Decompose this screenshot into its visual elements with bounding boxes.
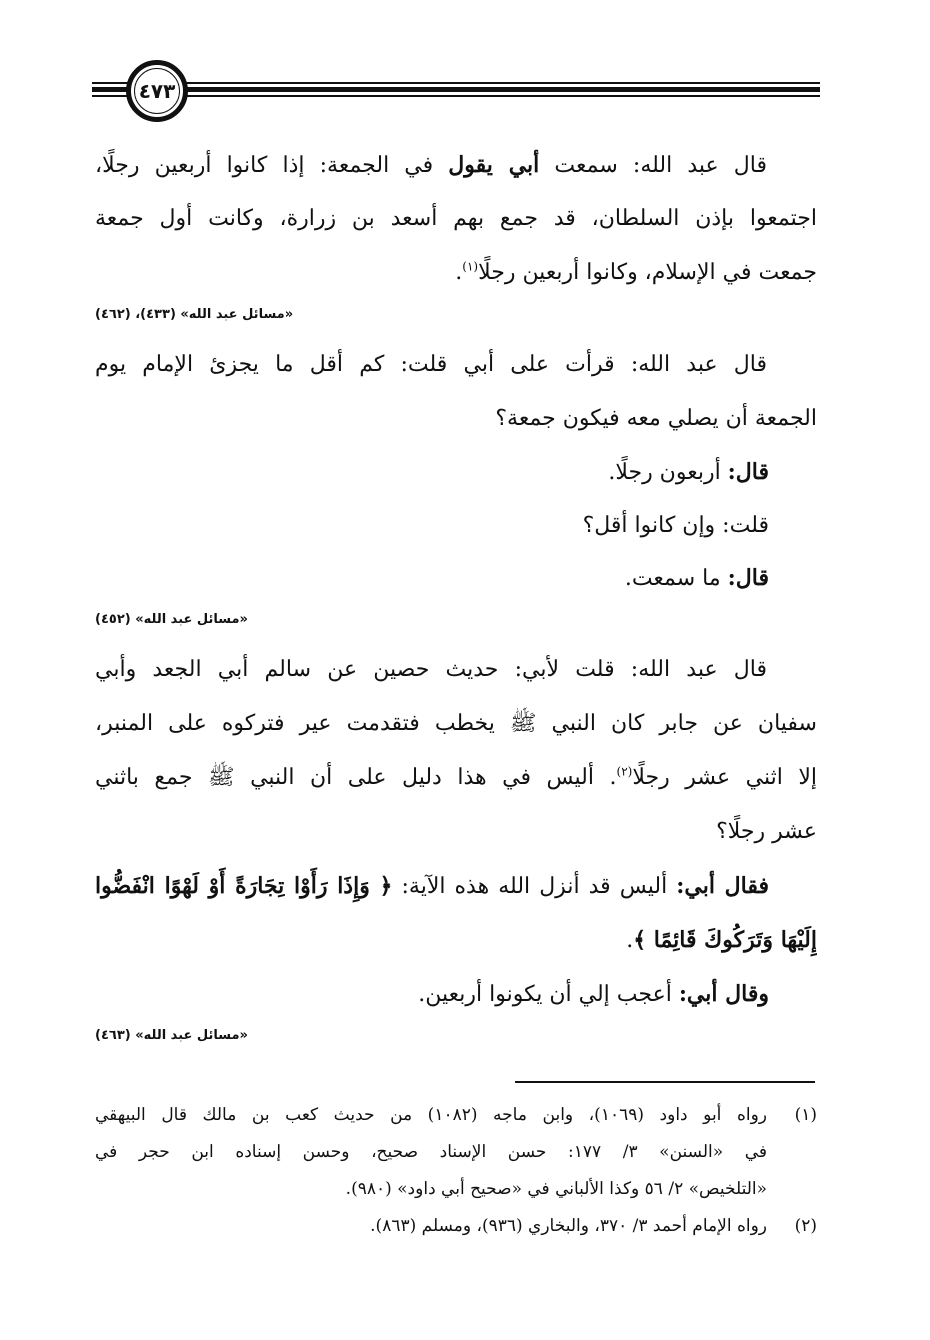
header-rule [92,82,820,98]
quran-verse: ﴿ وَإِذَا رَأَوْا تِجَارَةً أَوْ لَهْوًا انْفَضُّوا [95,873,393,899]
speaker-label: فقال أبي: [676,873,770,899]
paragraph-1-line-1 [95,138,817,192]
text: أليس قد أنزل الله هذه الآية: [392,874,677,899]
page-number-badge [126,60,188,122]
text: قال عبد الله: سمعت [539,153,767,178]
paragraph-2-line-2: الجمعة أن يصلي معه فيكون جمعة؟ [495,406,817,431]
paragraph-1-line-2: اجتمعوا بإذن السلطان، قد جمع بهم أسعد بن زرارة، وكانت أول جمعة [95,206,817,231]
source-citation-3 [95,1021,817,1059]
page-body [95,138,817,1059]
paragraph-3-line-2: سفيان عن جابر كان النبي ﷺ يخطب فتقدمت عير فتركوه على المنبر، [95,711,817,736]
text: ما سمعت. [624,566,728,591]
page-header [92,58,820,128]
footnote-separator [515,1081,815,1083]
bold-text: أبي يقول [448,152,540,178]
header-rule-thick [92,87,820,92]
source-citation-2 [95,605,817,643]
footnote-number: (٢) [794,1216,817,1236]
page-number: ٤٧٣ [138,79,176,103]
text: . [626,928,634,953]
paragraph-3-line-6 [95,913,817,967]
text: . [455,260,463,285]
footnote-2 [95,1208,817,1245]
text: إلا اثني عشر رجلًا [632,765,817,790]
text: جمعت في الإسلام، وكانوا أربعين رجلًا [478,260,817,285]
speaker-label: قال: [727,565,769,591]
paragraph-3-line-1: قال عبد الله: قلت لأبي: حديث حصين عن سالم أبي الجعد وأبي [95,657,767,682]
quran-verse: إِلَيْهَا وَتَرَكُوكَ قَائِمًا ﴾ [633,927,817,953]
citation-text: «مسائل عبد الله» (٤٥٢) [95,612,248,627]
speaker-label: قال: [727,459,769,485]
paragraph-3-line-7 [95,967,817,1021]
header-rule-thin-bottom [92,95,820,97]
speaker-label: وقال أبي: [678,981,769,1007]
text: في الجمعة: إذا كانوا أربعين رجلًا، [95,153,449,178]
footnote-line: رواه أبو داود (١٠٦٩)، وابن ماجه (١٠٨٢) من حديث كعب بن مالك قال البيهقي [95,1105,767,1125]
header-rule-thin-top [92,82,820,84]
text: أعجب إلي أن يكونوا أربعين. [418,982,679,1007]
paragraph-3-line-3 [95,751,817,805]
paragraph-3-line-4: عشر رجلًا؟ [716,819,817,844]
footnote-number: (١) [794,1105,817,1125]
dialog-answer-1 [95,446,817,499]
footnote-ref-2: (٢) [616,764,633,779]
paragraph-1-line-3 [95,246,817,300]
footnote-line: رواه الإمام أحمد ٣/ ٣٧٠، والبخاري (٩٣٦)، ومسلم (٨٦٣). [370,1216,767,1236]
citation-text: «مسائل عبد الله» (٤٣٣)، (٤٦٢) [95,307,294,322]
citation-text: «مسائل عبد الله» (٤٦٣) [95,1028,248,1043]
dialog-question-2: قلت: وإن كانوا أقل؟ [582,513,769,538]
footnotes [95,1097,817,1245]
footnote-ref-1: (١) [462,259,479,274]
footnote-line: «التلخيص» ٢/ ٥٦ وكذا الألباني في «صحيح أبي داود» (٩٨٠). [345,1179,767,1199]
dialog-answer-2 [95,552,817,605]
text: . أليس في هذا دليل على أن النبي ﷺ جمع باثني [95,765,617,790]
source-citation-1 [95,300,817,338]
paragraph-2-line-1: قال عبد الله: قرأت على أبي قلت: كم أقل ما يجزئ الإمام يوم [95,352,767,377]
footnote-line: في «السنن» ٣/ ١٧٧: حسن الإسناد صحيح، وحسن إسناده ابن حجر في [95,1142,767,1162]
paragraph-3-line-5 [95,859,817,913]
text: أربعون رجلًا. [608,460,728,485]
footnote-1 [95,1097,817,1208]
